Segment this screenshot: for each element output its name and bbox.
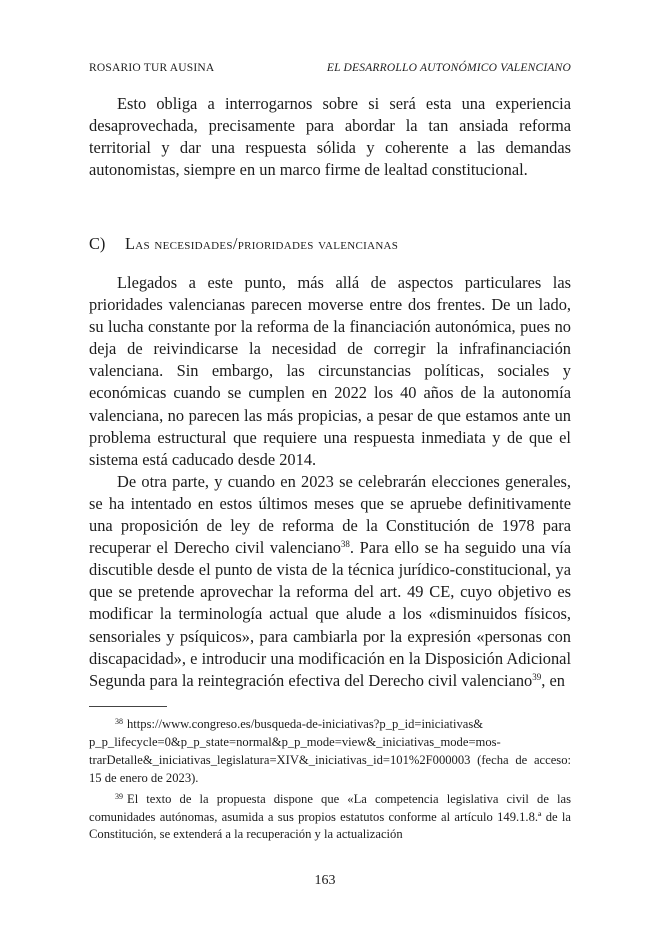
section-heading-title: Las necesidades/prioridades valencianas — [125, 234, 399, 253]
footnotes — [89, 713, 571, 844]
footnote-text: El texto de la propuesta dispone que «La competencia legislativa civil de las comunidades autónomas, asumida a sus propios estatutos conforme al artículo 149.1.8.ª de la Constitución, se extenderá a la recuperación y la actualización — [89, 791, 571, 842]
paragraph-text: De otra parte, y cuando en 2023 se celebrarán elecciones generales, se ha intentado en estos últimos meses que se apruebe definitivamente una proposición de ley de reforma de la Constitución de 1978 para recuperar el Derecho civil valenciano — [89, 471, 571, 558]
footnote-number: 39 — [115, 791, 123, 801]
footnote-number: 38 — [115, 717, 123, 726]
section-heading-letter: C) — [89, 234, 106, 253]
section-heading — [89, 233, 571, 255]
footnote-divider — [89, 706, 167, 707]
paragraph: Llegados a este punto, más allá de aspectos particulares las prioridades valencianas parecen moverse entre dos frentes. De un lado, su lucha constante por la reforma de la financiación autonómica, pues no deja de reivindicarse la necesidad de corregir la infrafinanciación valenciana. Sin embargo, las circunstancias políticas, sociales y económicas cuando se cumplen en 2022 los 40 años de la autonomía valenciana, no parecen las más propicias, a pesar de que estamos ante un problema estructural que requiere una respuesta inmediata y de que el sistema está caducado desde 2014. — [89, 273, 571, 469]
section-c-body — [89, 272, 571, 692]
footnote-38 — [89, 713, 571, 788]
footnote-text: https://www.congreso.es/busqueda-de-iniciativas?p_p_id=iniciativas& p_p_lifecycle=0&p_p_state=normal&p_p_mode=view&_iniciativas_mode=mostrarDetalle&_iniciativas_legislatura=XIV&_iniciativas_id=101%2F000003 (fecha de acceso: 15 de enero de 2023). — [89, 717, 571, 785]
paragraph-text: . Para ello se ha seguido una vía discutible desde el punto de vista de la técnica jurídico-constitucional, ya que se pretende aprovechar la reforma del art. 49 CE, cuyo objetivo es modificar la terminología actual que alude a los «disminuidos físicos, sensoriales y psíquicos», para cambiarla por la expresión «personas con discapacidad», e introducir una modificación en la Disposición Adicional Segunda para la reintegración efectiva del Derecho civil valenciano — [89, 538, 571, 690]
section-b-ending — [89, 93, 571, 181]
paragraph: Esto obliga a interrogarnos sobre si será esta una experiencia desaprovechada, precisamente para abordar la tan ansiada reforma territorial y dar una respuesta sólida y coherente a las demandas autonomistas, siempre en un marco firme de lealtad constitucional. — [89, 94, 571, 180]
paragraph-text: , en — [541, 670, 565, 690]
footnote-ref-38[interactable]: 38 — [340, 539, 350, 550]
page-number: 163 — [314, 873, 336, 888]
footnote-39 — [89, 788, 571, 845]
paragraph — [89, 471, 571, 692]
header-title: EL DESARROLLO AUTONÓMICO VALENCIANO — [326, 62, 571, 74]
footnote-ref-39[interactable]: 39 — [532, 671, 542, 682]
header-author: ROSARIO TUR AUSINA — [89, 62, 215, 74]
